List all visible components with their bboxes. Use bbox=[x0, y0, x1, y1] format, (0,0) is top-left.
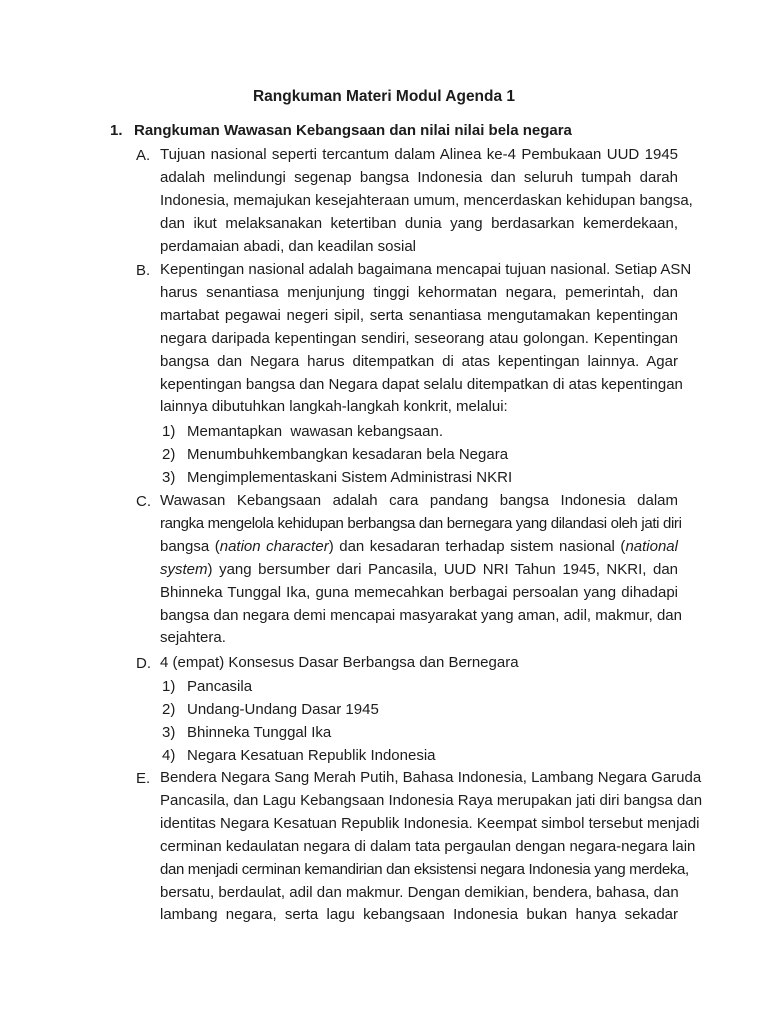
paragraph-line: Wawasan Kebangsaan adalah cara pandang bangsa Indonesia dalam bbox=[160, 492, 678, 509]
list-item-number: 2) bbox=[162, 701, 176, 718]
point-b-paragraph bbox=[160, 259, 692, 419]
paragraph-line bbox=[160, 536, 678, 559]
paragraph-line: Indonesia, memajukan kesejahteraan umum, mencerdaskan kehidupan bangsa, bbox=[160, 191, 693, 209]
list-item: Memantapkan wawasan kebangsaan. bbox=[187, 423, 443, 440]
point-c-paragraph bbox=[160, 490, 682, 650]
text-run: ) yang bersumber dari Pancasila, UUD NRI Tahun 1945, NKRI, dan bbox=[207, 560, 678, 578]
paragraph-line: Bhinneka Tunggal Ika, guna memecahkan berbagai persoalan yang dihadapi bbox=[160, 583, 678, 601]
paragraph-line: dan menjadi cerminan kemandirian dan eksistensi negara Indonesia yang merdeka, bbox=[160, 860, 689, 878]
paragraph-line: cerminan kedaulatan negara di dalam tata pergaulan dengan negara-negara lain bbox=[160, 837, 696, 855]
point-d-letter: D. bbox=[136, 655, 151, 672]
paragraph-line: dan ikut melaksanakan ketertiban dunia yang berdasarkan kemerdekaan, bbox=[160, 214, 678, 232]
paragraph-line: bangsa dan Negara harus ditempatkan di atas kepentingan lainnya. Agar bbox=[160, 352, 678, 370]
paragraph-line: bersatu, berdaulat, adil dan makmur. Dengan demikian, bendera, bahasa, dan bbox=[160, 883, 679, 901]
list-item-number: 1) bbox=[162, 678, 176, 695]
list-item-number: 2) bbox=[162, 446, 176, 463]
paragraph-line: martabat pegawai negeri sipil, serta senantiasa mengutamakan kepentingan bbox=[160, 306, 678, 324]
list-item-number: 1) bbox=[162, 423, 176, 440]
paragraph-line: harus senantiasa menjunjung tinggi kehormatan negara, pemerintah, dan bbox=[160, 283, 678, 301]
paragraph-line: rangka mengelola kehidupan berbangsa dan bernegara yang dilandasi oleh jati diri bbox=[160, 514, 682, 532]
italic-term: nation character bbox=[219, 537, 329, 555]
point-e-paragraph bbox=[160, 767, 703, 927]
paragraph-line: bangsa dan negara demi mencapai masyarakat yang aman, adil, makmur, dan bbox=[160, 606, 682, 624]
italic-term: system bbox=[160, 560, 208, 578]
point-a-letter: A. bbox=[136, 147, 151, 164]
paragraph-line: lainnya dibutuhkan langkah-langkah konkrit, melalui: bbox=[160, 398, 508, 416]
paragraph-line: Bendera Negara Sang Merah Putih, Bahasa Indonesia, Lambang Negara Garuda bbox=[160, 769, 702, 786]
italic-term: national bbox=[625, 537, 678, 555]
paragraph-line: sejahtera. bbox=[160, 629, 226, 647]
paragraph-line: lambang negara, serta lagu kebangsaan Indonesia bukan hanya sekadar bbox=[160, 906, 678, 924]
paragraph-line: adalah melindungi segenap bangsa Indonesia dan seluruh tumpah darah bbox=[160, 168, 678, 186]
list-item: Negara Kesatuan Republik Indonesia bbox=[187, 747, 436, 764]
paragraph-line: Tujuan nasional seperti tercantum dalam Alinea ke-4 Pembukaan UUD 1945 bbox=[160, 146, 678, 163]
list-item-number: 3) bbox=[162, 724, 176, 741]
list-item-number: 4) bbox=[162, 747, 176, 764]
section-title: Rangkuman Wawasan Kebangsaan dan nilai nilai bela negara bbox=[134, 122, 572, 139]
paragraph-line: kepentingan bangsa dan Negara dapat selalu ditempatkan di atas kepentingan bbox=[160, 375, 683, 393]
section-number: 1. bbox=[110, 122, 123, 139]
text-run: bangsa ( bbox=[160, 537, 220, 555]
list-item: Menumbuhkembangkan kesadaran bela Negara bbox=[187, 446, 509, 463]
page-title: Rangkuman Materi Modul Agenda 1 bbox=[252, 88, 516, 105]
paragraph-line: Kepentingan nasional adalah bagaimana mencapai tujuan nasional. Setiap ASN bbox=[160, 261, 692, 278]
paragraph-line: 4 (empat) Konsesus Dasar Berbangsa dan Bernegara bbox=[160, 654, 519, 671]
paragraph-line: negara daripada kepentingan sendiri, seseorang atau golongan. Kepentingan bbox=[160, 329, 678, 347]
paragraph-line bbox=[160, 559, 678, 582]
list-item: Bhinneka Tunggal Ika bbox=[187, 724, 332, 741]
list-item-number: 3) bbox=[162, 469, 176, 486]
text-run: ) dan kesadaran terhadap sistem nasional ( bbox=[328, 537, 626, 555]
list-item: Undang-Undang Dasar 1945 bbox=[187, 701, 379, 718]
paragraph-line: Pancasila, dan Lagu Kebangsaan Indonesia Raya merupakan jati diri bangsa dan bbox=[160, 791, 703, 809]
list-item: Pancasila bbox=[187, 678, 253, 695]
point-e-letter: E. bbox=[136, 770, 151, 787]
paragraph-line: identitas Negara Kesatuan Republik Indonesia. Keempat simbol tersebut menjadi bbox=[160, 814, 700, 832]
paragraph-line: perdamaian abadi, dan keadilan sosial bbox=[160, 237, 417, 255]
list-item: Mengimplementaskani Sistem Administrasi NKRI bbox=[187, 469, 513, 486]
point-c-letter: C. bbox=[136, 493, 151, 510]
point-a-paragraph bbox=[160, 144, 693, 259]
point-b-letter: B. bbox=[136, 262, 151, 279]
point-d-paragraph bbox=[160, 652, 678, 675]
